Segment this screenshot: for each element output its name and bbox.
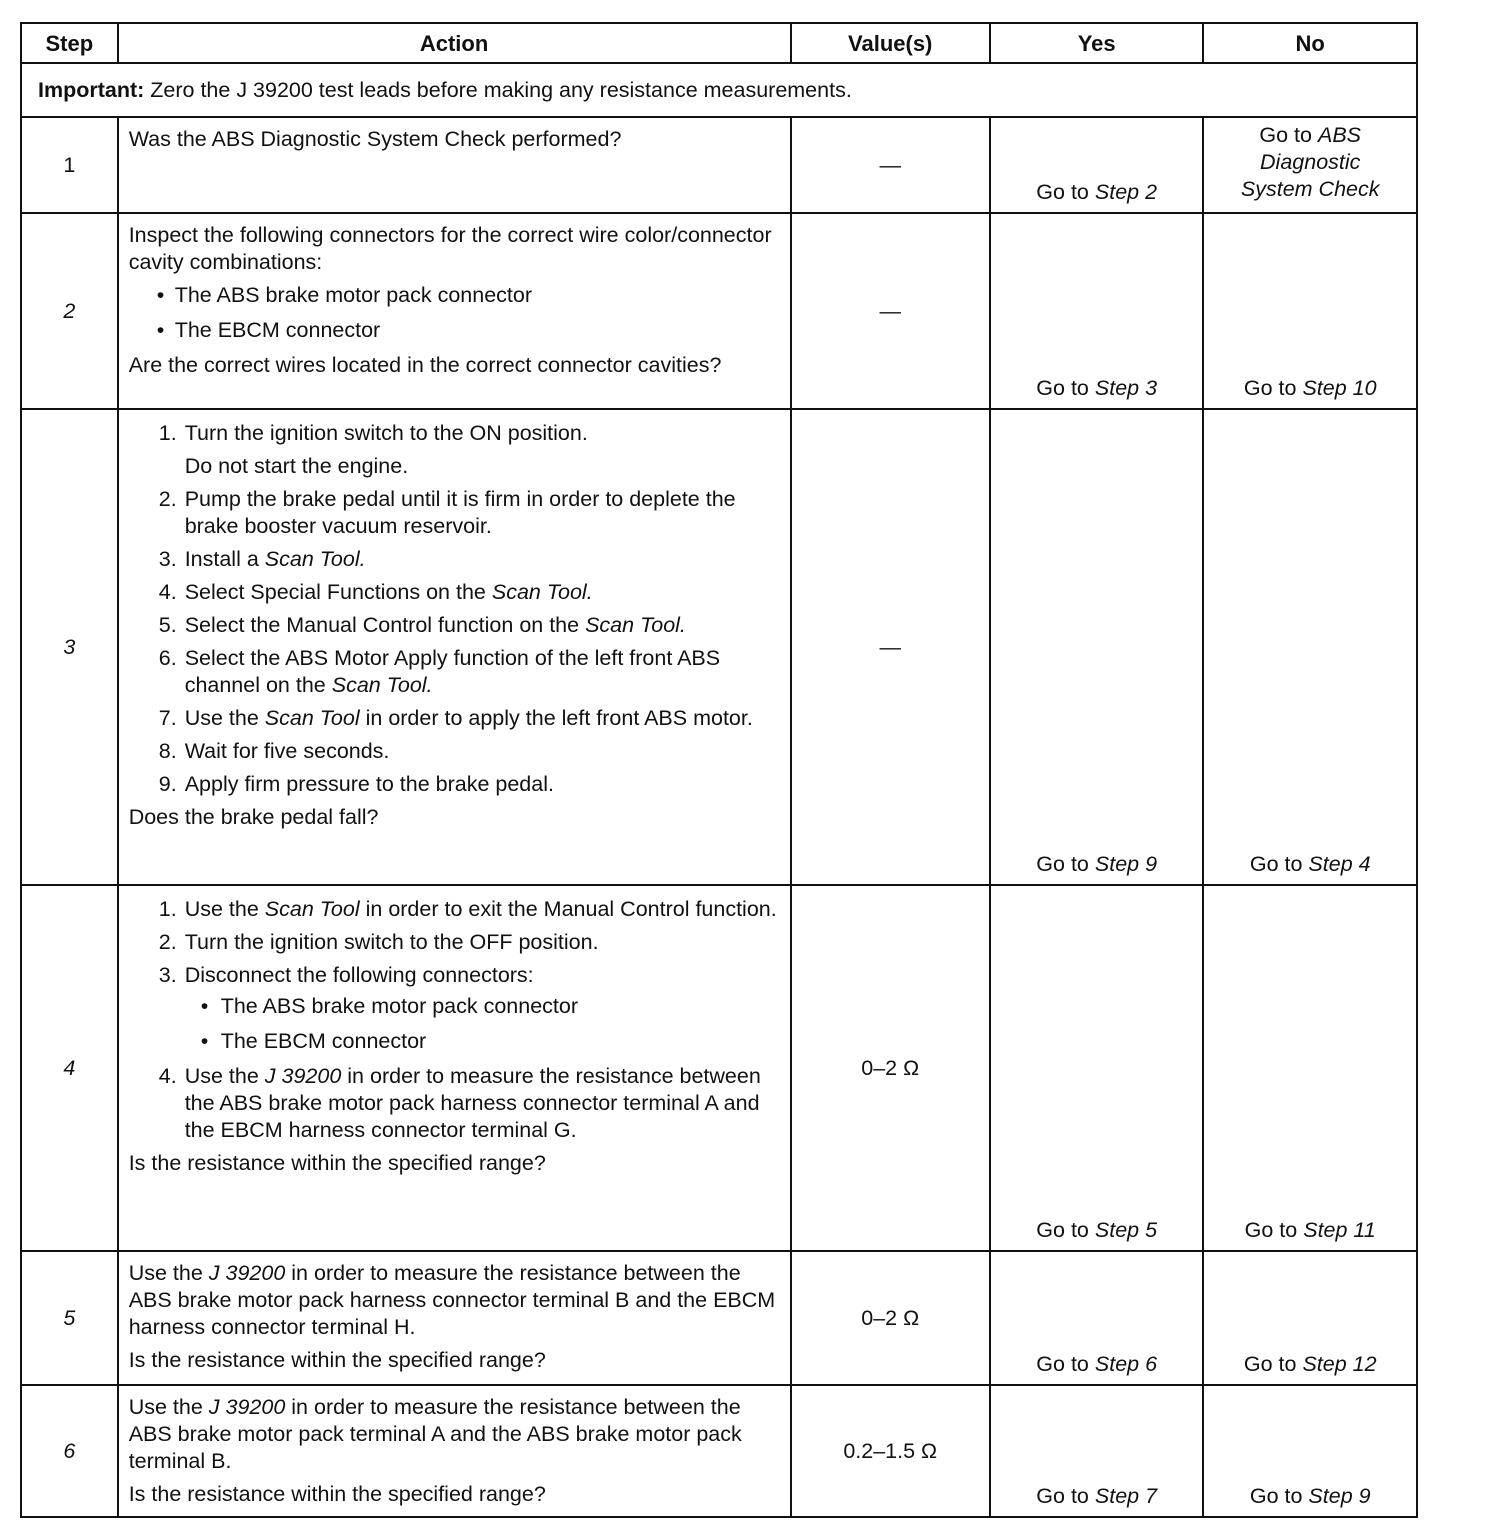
step-text: Install a xyxy=(184,547,259,571)
no-link-line2[interactable]: Diagnostic xyxy=(1260,150,1361,174)
step-text: Disconnect the following connectors: xyxy=(184,963,534,987)
list-item xyxy=(183,645,780,699)
yes-cell xyxy=(990,117,1204,213)
table-row xyxy=(21,117,1417,213)
no-link-line3[interactable]: System Check xyxy=(1240,177,1380,201)
list-item: 8. Wait for five seconds. xyxy=(183,738,780,765)
no-cell xyxy=(1203,1251,1417,1385)
no-prefix: Go to xyxy=(1259,123,1312,147)
no-link[interactable]: ABS xyxy=(1317,123,1362,147)
action-cell xyxy=(118,213,791,409)
no-link[interactable]: Step 11 xyxy=(1303,1218,1376,1242)
yes-link[interactable]: Step 3 xyxy=(1094,376,1158,400)
value-cell: — xyxy=(791,409,990,885)
action-question: Does the brake pedal fall? xyxy=(128,805,379,829)
step-text: Use the xyxy=(128,1395,203,1419)
no-link[interactable]: Step 12 xyxy=(1302,1352,1377,1376)
action-cell xyxy=(118,1385,791,1517)
procedure-list xyxy=(129,896,780,1144)
table-row xyxy=(21,1251,1417,1385)
table-row xyxy=(21,1385,1417,1517)
no-link[interactable]: Step 10 xyxy=(1302,376,1377,400)
list-item: • The ABS brake motor pack connector xyxy=(175,282,780,309)
step-text: in order to measure the resistance between the ABS brake motor pack harness connector terminal A and the EBCM harness connector terminal G. xyxy=(184,1064,761,1142)
yes-cell xyxy=(990,1385,1204,1517)
no-prefix: Go to xyxy=(1243,1352,1297,1376)
step-number: 5 xyxy=(21,1251,118,1385)
connector-list xyxy=(129,282,780,344)
header-row xyxy=(21,23,1417,63)
important-label: Important: xyxy=(38,77,145,102)
tool-name: Scan Tool. xyxy=(585,613,686,637)
list-item: • The EBCM connector xyxy=(175,317,780,344)
list-item: 9. Apply firm pressure to the brake pedal. xyxy=(183,771,780,798)
table-row xyxy=(21,213,1417,409)
step-text: in order to measure the resistance between the ABS brake motor pack harness connector terminal B and the EBCM harness connector terminal H. xyxy=(128,1261,776,1339)
tool-name: J 39200 xyxy=(208,1261,286,1285)
step-text: Use the xyxy=(184,706,259,730)
no-cell xyxy=(1203,885,1417,1251)
step-text: Select the Manual Control function on the xyxy=(184,613,580,637)
action-question: Is the resistance within the specified range? xyxy=(128,1482,546,1506)
value-cell: — xyxy=(791,213,990,409)
yes-prefix: Go to xyxy=(1036,852,1089,876)
header-action: Action xyxy=(118,23,791,63)
yes-cell xyxy=(990,213,1204,409)
no-link[interactable]: Step 4 xyxy=(1308,852,1371,876)
tool-name: J 39200 xyxy=(264,1064,342,1088)
list-item xyxy=(183,705,780,732)
action-intro: Inspect the following connectors for the correct wire color/connector cavity combinations: xyxy=(128,223,772,274)
step-number: 4 xyxy=(21,885,118,1251)
step-note: Do not start the engine. xyxy=(184,454,409,478)
step-number: 6 xyxy=(21,1385,118,1517)
important-note xyxy=(21,63,1417,117)
action-question: Is the resistance within the specified range? xyxy=(128,1151,546,1175)
yes-prefix: Go to xyxy=(1036,1484,1089,1508)
no-cell xyxy=(1203,1385,1417,1517)
important-text: Zero the J 39200 test leads before making any resistance measurements. xyxy=(150,77,852,102)
step-number: 2 xyxy=(21,213,118,409)
list-item xyxy=(183,546,780,573)
no-prefix: Go to xyxy=(1249,852,1303,876)
action-text xyxy=(129,1260,780,1341)
list-item: 2. Turn the ignition switch to the OFF position. xyxy=(183,929,780,956)
action-cell xyxy=(118,885,791,1251)
procedure-list xyxy=(129,420,780,798)
header-no: No xyxy=(1203,23,1417,63)
yes-cell xyxy=(990,885,1204,1251)
step-text: in order to apply the left front ABS motor. xyxy=(365,706,753,730)
no-prefix: Go to xyxy=(1243,376,1297,400)
value-cell: 0–2 Ω xyxy=(791,1251,990,1385)
yes-link[interactable]: Step 7 xyxy=(1094,1484,1158,1508)
value-cell: 0–2 Ω xyxy=(791,885,990,1251)
action-text xyxy=(129,1394,780,1475)
step-number: 3 xyxy=(21,409,118,885)
header-value: Value(s) xyxy=(791,23,990,63)
step-text: Use the xyxy=(184,897,259,921)
diagnostic-table xyxy=(20,22,1418,1518)
tool-name: Scan Tool. xyxy=(264,547,366,571)
list-item: 2. Pump the brake pedal until it is firm in order to deplete the brake booster vacuum reservoir. xyxy=(183,486,780,540)
header-yes: Yes xyxy=(990,23,1204,63)
yes-prefix: Go to xyxy=(1036,1352,1089,1376)
no-link[interactable]: Step 9 xyxy=(1308,1484,1371,1508)
list-item: • The ABS brake motor pack connector xyxy=(219,993,780,1020)
yes-link[interactable]: Step 5 xyxy=(1094,1218,1158,1242)
yes-link[interactable]: Step 6 xyxy=(1094,1352,1158,1376)
no-prefix: Go to xyxy=(1249,1484,1303,1508)
header-step: Step xyxy=(21,23,118,63)
step-text: Use the xyxy=(184,1064,259,1088)
tool-name: J 39200 xyxy=(208,1395,286,1419)
action-question: Are the correct wires located in the correct connector cavities? xyxy=(128,353,722,377)
tool-name: Scan Tool. xyxy=(491,580,593,604)
action-cell xyxy=(118,1251,791,1385)
action-cell xyxy=(118,409,791,885)
tool-name: Scan Tool xyxy=(264,897,360,921)
yes-link[interactable]: Step 2 xyxy=(1094,180,1158,204)
yes-cell xyxy=(990,409,1204,885)
step-text: Turn the ignition switch to the ON position. xyxy=(184,421,588,445)
no-prefix: Go to xyxy=(1244,1218,1298,1242)
yes-cell xyxy=(990,1251,1204,1385)
yes-prefix: Go to xyxy=(1036,376,1089,400)
yes-link[interactable]: Step 9 xyxy=(1094,852,1158,876)
step-text: in order to measure the resistance between the ABS brake motor pack terminal A and the ABS brake motor pack terminal B. xyxy=(128,1395,742,1473)
step-number: 1 xyxy=(21,117,118,213)
step-text: in order to exit the Manual Control function. xyxy=(365,897,777,921)
connector-list xyxy=(185,993,780,1055)
list-item xyxy=(183,579,780,606)
action-question: Is the resistance within the specified range? xyxy=(128,1348,546,1372)
yes-prefix: Go to xyxy=(1036,180,1089,204)
step-text: Select Special Functions on the xyxy=(184,580,486,604)
table-row xyxy=(21,409,1417,885)
step-text: Use the xyxy=(128,1261,203,1285)
no-cell xyxy=(1203,117,1417,213)
action-cell xyxy=(118,117,791,213)
tool-name: Scan Tool. xyxy=(331,673,433,697)
action-question: Was the ABS Diagnostic System Check performed? xyxy=(128,127,622,151)
important-row xyxy=(21,63,1417,117)
yes-prefix: Go to xyxy=(1036,1218,1089,1242)
tool-name: Scan Tool xyxy=(264,706,360,730)
list-item xyxy=(183,612,780,639)
list-item: • The EBCM connector xyxy=(219,1028,780,1055)
value-cell: — xyxy=(791,117,990,213)
step-text: Select the ABS Motor Apply function of the left front ABS channel on the xyxy=(184,646,721,697)
list-item xyxy=(183,896,780,923)
list-item xyxy=(183,420,780,480)
list-item xyxy=(183,962,780,1055)
no-cell xyxy=(1203,409,1417,885)
no-cell xyxy=(1203,213,1417,409)
list-item xyxy=(183,1063,780,1144)
table-row xyxy=(21,885,1417,1251)
value-cell: 0.2–1.5 Ω xyxy=(791,1385,990,1517)
